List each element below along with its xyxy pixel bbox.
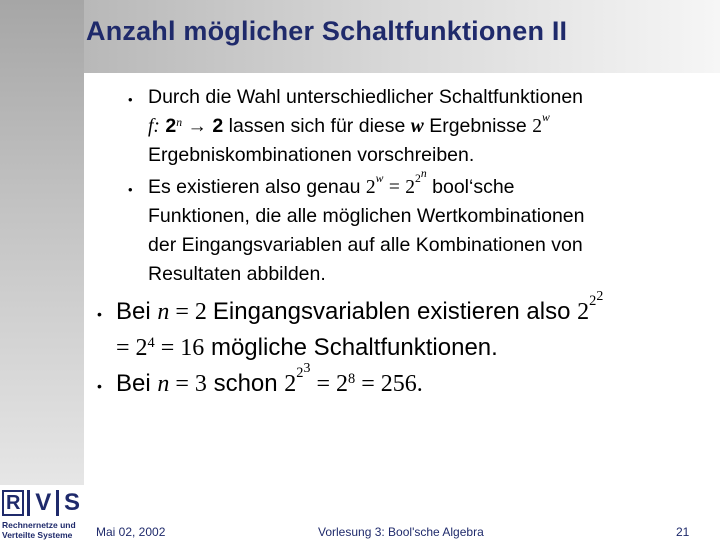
b1-line3: Ergebniskombinationen vorschreiben.: [148, 144, 475, 166]
b2-line3: der Eingangsvariablen auf alle Kombinationen von: [148, 234, 583, 256]
footer-course: Vorlesung 3: Bool'sche Algebra: [318, 525, 484, 539]
footer-date: Mai 02, 2002: [96, 525, 166, 539]
logo-letter-s: S: [63, 489, 80, 516]
arrow-icon: →: [187, 116, 207, 137]
bullet-icon: •: [128, 182, 133, 197]
slide-title: Anzahl möglicher Schaltfunktionen II: [86, 16, 568, 46]
bullet-icon: •: [97, 306, 102, 322]
b3-line1: Bei n = 2 Eingangsvariablen existieren also $2^{22}$: [116, 289, 604, 325]
logo-letter-r: R: [2, 490, 24, 516]
b4-line1: Bei n = 3 schon $2^{23} = 2^8 = 256$.: [116, 361, 423, 397]
b2-line1: Es existieren also genau $2^w = 2^{2n}$ bool‘sche: [148, 167, 515, 198]
b2-line2: Funktionen, die alle möglichen Wertkombinationen: [148, 205, 585, 227]
logo-subtitle-line1: Rechnernetze und: [2, 520, 76, 530]
b3-line2: = $2^4 = 16$ mögliche Schaltfunktionen.: [116, 334, 498, 361]
logo-subtitle-line2: Verteilte Systeme: [2, 530, 73, 540]
footer-page-number: 21: [676, 525, 690, 539]
logo-letter-v: V: [35, 489, 52, 516]
b2-line4: Resultaten abbilden.: [148, 263, 326, 285]
bullet-icon: •: [97, 378, 102, 394]
b1-line2: f: 2$^n$ → 2 lassen sich für diese w Ergebnisse 2$^w$: [148, 110, 550, 137]
rvs-logo: [2, 490, 82, 538]
b1-line1: Durch die Wahl unterschiedlicher Schaltfunktionen: [148, 86, 584, 108]
bullet-icon: •: [128, 92, 133, 107]
